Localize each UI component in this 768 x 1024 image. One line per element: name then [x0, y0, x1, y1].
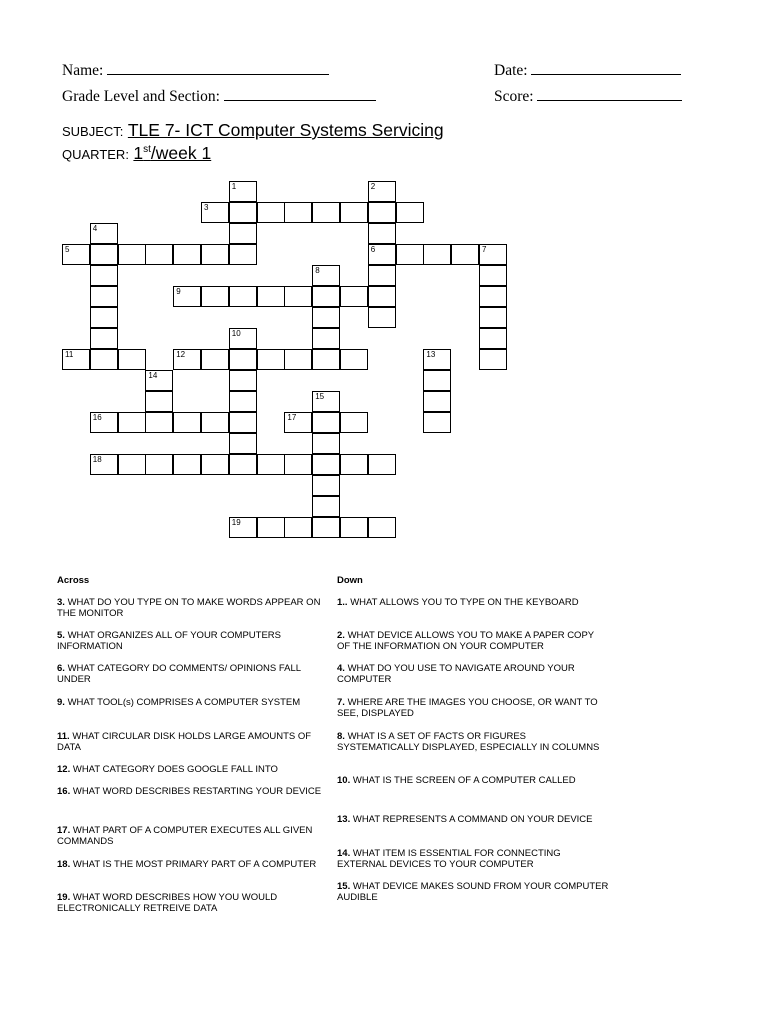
crossword-cell[interactable] [90, 244, 118, 265]
clue-number: 3 [204, 203, 209, 212]
crossword-cell[interactable] [173, 286, 201, 307]
crossword-cell[interactable] [118, 454, 146, 475]
clue-number: 19 [231, 518, 241, 527]
crossword-cell[interactable] [229, 181, 257, 202]
crossword-cell[interactable] [201, 454, 229, 475]
crossword-cell[interactable] [90, 286, 118, 307]
crossword-cell[interactable] [201, 286, 229, 307]
clue-number: 2 [370, 182, 376, 191]
across-heading: Across [57, 575, 90, 586]
quarter-label: QUARTER: [62, 147, 129, 162]
clue-number: 9 [176, 287, 181, 296]
crossword-cell[interactable] [229, 202, 257, 223]
crossword-cell[interactable] [368, 202, 396, 223]
crossword-cell[interactable] [479, 286, 507, 307]
clue-num: 1.. [337, 597, 348, 608]
down-clue [337, 775, 609, 786]
crossword-cell[interactable] [257, 517, 285, 538]
clue-number: 5 [65, 245, 70, 254]
quarter-rest: /week 1 [150, 143, 212, 163]
grade-section-field[interactable] [62, 85, 376, 106]
crossword-cell[interactable] [312, 202, 340, 223]
down-clue [337, 881, 609, 903]
crossword-cell[interactable] [201, 349, 229, 370]
crossword-cell[interactable] [229, 391, 257, 412]
crossword-cell[interactable] [145, 391, 173, 412]
subject-value: TLE 7- ICT Computer Systems Servicing [127, 120, 444, 140]
clue-text: WHAT ITEM IS ESSENTIAL FOR CONNECTING EXTERNAL DEVICES TO YOUR COMPUTER [337, 848, 561, 870]
crossword-cell[interactable] [423, 370, 451, 391]
crossword-cell[interactable] [201, 244, 229, 265]
quarter-num: 1 [133, 143, 144, 163]
across-clue [57, 859, 329, 870]
quarter-value [133, 143, 211, 163]
crossword-cell[interactable] [368, 265, 396, 286]
clue-num: 15. [337, 881, 351, 892]
clue-num: 14. [337, 848, 351, 859]
crossword-cell[interactable] [229, 328, 257, 349]
score-label: Score: [494, 88, 534, 105]
down-clue [337, 697, 609, 719]
crossword-cell[interactable] [368, 244, 396, 265]
clue-num: 13. [337, 814, 351, 825]
score-field[interactable] [494, 85, 682, 106]
down-clue [337, 630, 609, 652]
crossword-cell[interactable] [229, 349, 257, 370]
clue-num: 3. [57, 597, 65, 608]
crossword-cell[interactable] [312, 412, 340, 433]
clue-text: WHAT IS A SET OF FACTS OR FIGURES SYSTEMATICALLY DISPLAYED, ESPECIALLY IN COLUMNS [337, 731, 600, 753]
name-label: Name: [62, 62, 104, 79]
across-clue [57, 786, 329, 797]
across-clue [57, 731, 329, 753]
crossword-cell[interactable] [201, 202, 229, 223]
crossword-cell[interactable] [368, 517, 396, 538]
clue-num: 8. [337, 731, 345, 742]
crossword-cell[interactable] [201, 412, 229, 433]
crossword-cell[interactable] [90, 454, 118, 475]
clue-num: 19. [57, 892, 71, 903]
clue-number: 10 [231, 329, 241, 338]
clue-number: 14 [148, 371, 158, 380]
down-clue [337, 663, 609, 685]
down-clue [337, 848, 609, 870]
crossword-cell[interactable] [90, 265, 118, 286]
clue-num: 5. [57, 630, 65, 641]
name-line[interactable] [107, 59, 329, 75]
quarter-sup: st [143, 144, 151, 156]
down-clue [337, 597, 609, 608]
clue-num: 17. [57, 825, 71, 836]
crossword-cell[interactable] [479, 307, 507, 328]
clue-num: 16. [57, 786, 71, 797]
clue-text: WHAT CATEGORY DOES GOOGLE FALL INTO [70, 764, 278, 775]
clue-num: 9. [57, 697, 65, 708]
score-line[interactable] [537, 85, 682, 101]
clue-text: WHAT CATEGORY DO COMMENTS/ OPINIONS FALL UNDER [57, 663, 301, 685]
crossword-cell[interactable] [423, 412, 451, 433]
clue-text: WHAT CIRCULAR DISK HOLDS LARGE AMOUNTS OF DATA [57, 731, 312, 753]
clue-num: 11. [57, 731, 70, 742]
crossword-cell[interactable] [257, 454, 285, 475]
clue-text: WHAT DO YOU TYPE ON TO MAKE WORDS APPEAR ON THE MONITOR [57, 597, 321, 619]
down-clue [337, 814, 609, 825]
crossword-cell[interactable] [396, 244, 424, 265]
crossword-cell[interactable] [284, 454, 312, 475]
clue-number: 6 [370, 245, 376, 254]
across-clue [57, 697, 329, 708]
clue-number: 8 [315, 266, 320, 275]
crossword-cell[interactable] [312, 454, 340, 475]
clue-text: WHAT REPRESENTS A COMMAND ON YOUR DEVICE [350, 814, 593, 825]
down-heading: Down [337, 575, 363, 586]
across-clue [57, 630, 329, 652]
crossword-cell[interactable] [368, 307, 396, 328]
clue-text: WHAT WORD DESCRIBES RESTARTING YOUR DEVICE [70, 786, 322, 797]
crossword-cell[interactable] [145, 370, 173, 391]
clue-num: 18. [57, 859, 71, 870]
clue-text: WHAT DO YOU USE TO NAVIGATE AROUND YOUR COMPUTER [337, 663, 575, 685]
subject-line [62, 120, 444, 141]
crossword-cell[interactable] [229, 454, 257, 475]
crossword-cell[interactable] [118, 349, 146, 370]
crossword-cell[interactable] [312, 286, 340, 307]
crossword-cell[interactable] [284, 286, 312, 307]
crossword-cell[interactable] [312, 475, 340, 496]
across-clue [57, 764, 329, 775]
clue-number: 12 [176, 350, 186, 359]
crossword-cell[interactable] [62, 244, 90, 265]
clue-number: 16 [92, 413, 102, 422]
crossword-cell[interactable] [118, 244, 146, 265]
crossword-cell[interactable] [340, 412, 368, 433]
crossword-cell[interactable] [340, 454, 368, 475]
crossword-cell[interactable] [173, 349, 201, 370]
crossword-cell[interactable] [368, 286, 396, 307]
crossword-cell[interactable] [312, 265, 340, 286]
crossword-cell[interactable] [229, 433, 257, 454]
clue-text: WHAT IS THE SCREEN OF A COMPUTER CALLED [350, 775, 576, 786]
clue-number: 17 [287, 413, 297, 422]
clue-num: 4. [337, 663, 345, 674]
down-clue [337, 731, 609, 753]
crossword-cell[interactable] [229, 517, 257, 538]
across-clue [57, 663, 329, 685]
crossword-cell[interactable] [368, 181, 396, 202]
clue-text: WHAT ORGANIZES ALL OF YOUR COMPUTERS INFORMATION [57, 630, 282, 652]
crossword-cell[interactable] [284, 349, 312, 370]
crossword-cell[interactable] [145, 412, 173, 433]
crossword-cell[interactable] [284, 202, 312, 223]
clue-num: 6. [57, 663, 65, 674]
crossword-cell[interactable] [90, 223, 118, 244]
date-field[interactable] [494, 59, 681, 80]
crossword-cell[interactable] [340, 202, 368, 223]
crossword-cell[interactable] [90, 328, 118, 349]
crossword-cell[interactable] [118, 412, 146, 433]
crossword-cell[interactable] [368, 454, 396, 475]
crossword-cell[interactable] [145, 244, 173, 265]
crossword-cell[interactable] [451, 244, 479, 265]
crossword-cell[interactable] [312, 496, 340, 517]
clue-number: 15 [315, 392, 325, 401]
crossword-cell[interactable] [312, 391, 340, 412]
clue-text: WHAT ALLOWS YOU TO TYPE ON THE KEYBOARD [347, 597, 579, 608]
crossword-cell[interactable] [312, 349, 340, 370]
clue-text: WHERE ARE THE IMAGES YOU CHOOSE, OR WANT TO SEE, DISPLAYED [337, 697, 598, 719]
across-clue [57, 892, 329, 914]
crossword-cell[interactable] [479, 349, 507, 370]
across-clue [57, 597, 329, 619]
crossword-cell[interactable] [312, 517, 340, 538]
crossword-cell[interactable] [229, 412, 257, 433]
clue-number: 11 [65, 350, 74, 359]
crossword-cell[interactable] [173, 412, 201, 433]
clue-number: 13 [426, 350, 436, 359]
crossword-cell[interactable] [145, 454, 173, 475]
crossword-cell[interactable] [173, 454, 201, 475]
crossword-cell[interactable] [229, 370, 257, 391]
crossword-cell[interactable] [312, 307, 340, 328]
crossword-cell[interactable] [368, 223, 396, 244]
grade-label: Grade Level and Section: [62, 88, 220, 105]
grade-line[interactable] [224, 85, 376, 101]
crossword-cell[interactable] [257, 286, 285, 307]
clue-number: 4 [92, 224, 98, 233]
date-label: Date: [494, 62, 528, 79]
crossword-cell[interactable] [90, 307, 118, 328]
crossword-cell[interactable] [479, 265, 507, 286]
clue-num: 10. [337, 775, 351, 786]
crossword-cell[interactable] [423, 349, 451, 370]
crossword-cell[interactable] [257, 349, 285, 370]
crossword-cell[interactable] [229, 244, 257, 265]
crossword-cell[interactable] [340, 517, 368, 538]
crossword-cell[interactable] [284, 412, 312, 433]
crossword-cell[interactable] [284, 517, 312, 538]
clue-number: 1 [231, 182, 237, 191]
crossword-cell[interactable] [312, 433, 340, 454]
crossword-cell[interactable] [257, 202, 285, 223]
across-clue [57, 825, 329, 847]
crossword-cell[interactable] [90, 349, 118, 370]
clue-text: WHAT TOOL(s) COMPRISES A COMPUTER SYSTEM [64, 697, 301, 708]
crossword-cell[interactable] [312, 328, 340, 349]
crossword-cell[interactable] [229, 286, 257, 307]
crossword-cell[interactable] [423, 391, 451, 412]
crossword-cell[interactable] [62, 349, 90, 370]
crossword-cell[interactable] [479, 328, 507, 349]
crossword-cell[interactable] [340, 349, 368, 370]
crossword-cell[interactable] [173, 244, 201, 265]
crossword-cell[interactable] [90, 412, 118, 433]
clue-text: WHAT DEVICE ALLOWS YOU TO MAKE A PAPER COPY OF THE INFORMATION ON YOUR COMPUTER [337, 630, 594, 652]
name-field[interactable] [62, 59, 329, 80]
crossword-cell[interactable] [340, 286, 368, 307]
clue-num: 2. [337, 630, 345, 641]
date-line[interactable] [531, 59, 681, 75]
clue-num: 7. [337, 697, 345, 708]
subject-label: SUBJECT: [62, 124, 124, 139]
clue-text: WHAT DEVICE MAKES SOUND FROM YOUR COMPUTER AUDIBLE [337, 881, 609, 903]
crossword-cell[interactable] [396, 202, 424, 223]
clue-text: WHAT PART OF A COMPUTER EXECUTES ALL GIVEN COMMANDS [57, 825, 313, 847]
quarter-line [62, 143, 211, 164]
crossword-cell[interactable] [229, 223, 257, 244]
clue-num: 12. [57, 764, 71, 775]
clue-number: 7 [482, 245, 487, 254]
crossword-cell[interactable] [479, 244, 507, 265]
clue-text: WHAT WORD DESCRIBES HOW YOU WOULD ELECTRONICALLY RETREIVE DATA [57, 892, 278, 914]
clue-text: WHAT IS THE MOST PRIMARY PART OF A COMPUTER [70, 859, 317, 870]
crossword-cell[interactable] [423, 244, 451, 265]
clue-number: 18 [92, 455, 102, 464]
